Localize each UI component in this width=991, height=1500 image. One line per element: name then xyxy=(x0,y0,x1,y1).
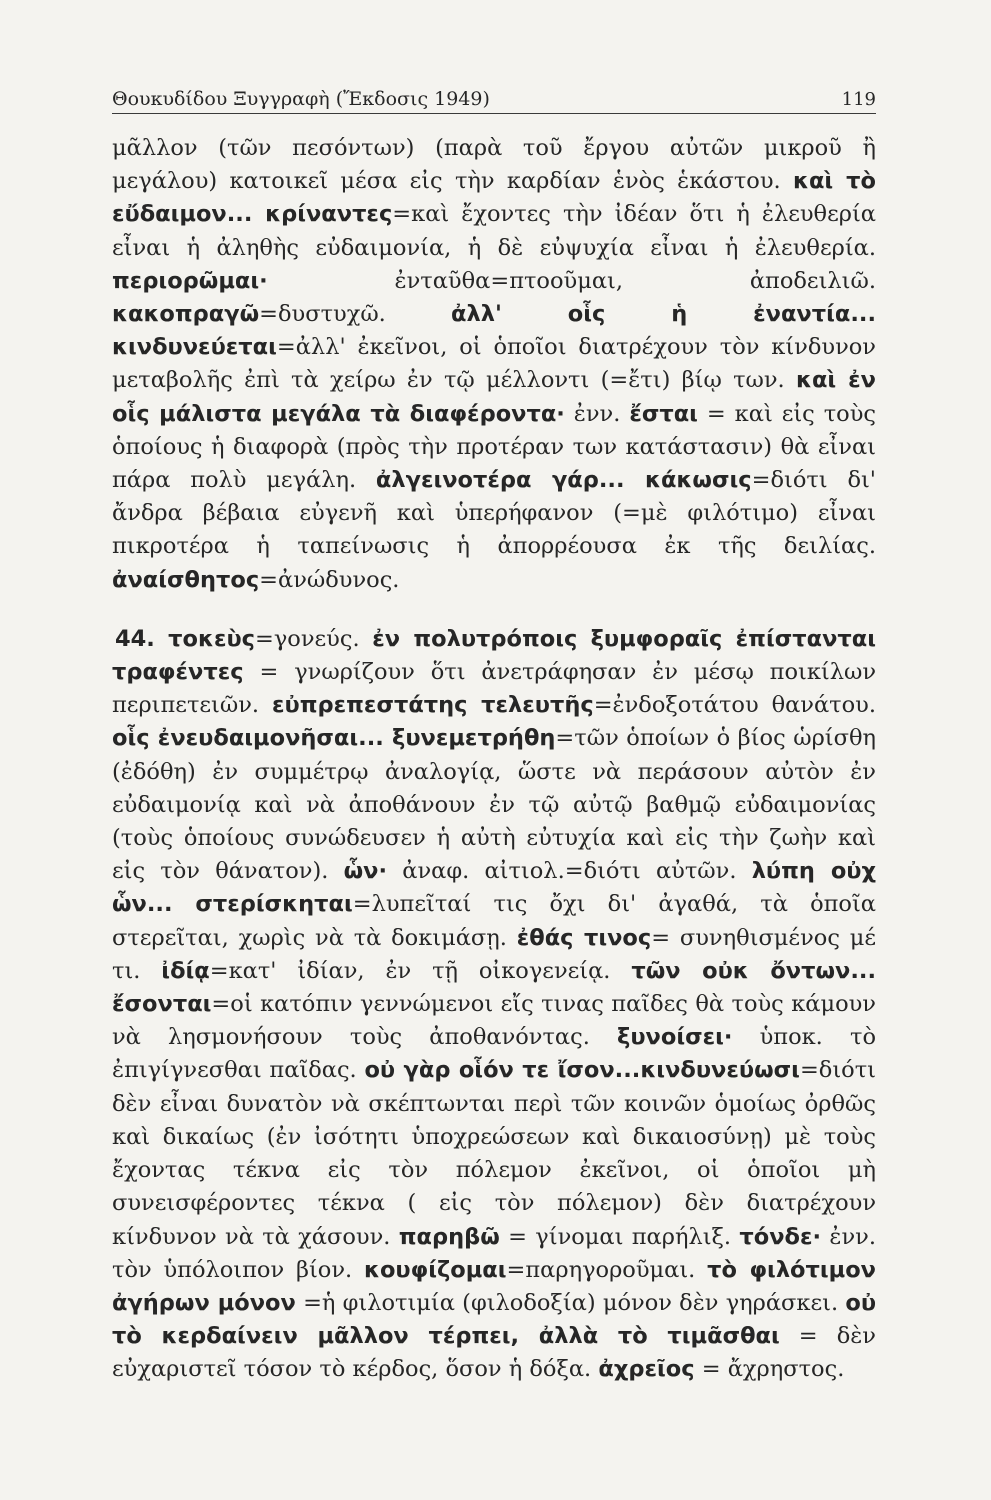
lemma-text: ὧν· xyxy=(343,858,388,885)
lemma-text: περιορῶμαι· xyxy=(112,267,268,294)
lemma-text: ἀλγεινοτέρα γάρ... κάκωσις xyxy=(375,467,752,494)
commentary-paragraph xyxy=(112,132,876,597)
gloss-text: =οἱ κατόπιν γεννώμενοι εἴς τινας παῖδες θὰ τοὺς κάμουν νὰ λησμονήσουν τοὺς ἀποθανόντας. xyxy=(112,991,876,1051)
lemma-text: κουφίζομαι xyxy=(363,1256,507,1283)
gloss-text: = συνηθισμένος μέ τι. xyxy=(112,924,876,984)
gloss-text: =διότι δι' ἄνδρα βέβαια εὐγενῆ καὶ ὑπερήφανον (=μὲ φιλότιμο) εἶναι πικροτέρα ἡ ταπείνωσις ἡ ἀπορρέουσα ἐκ τῆς δειλίας. xyxy=(112,467,876,560)
gloss-text: μᾶλλον (τῶν πεσόντων) (παρὰ τοῦ ἔργου αὐτῶν μικροῦ ἢ μεγάλου) κατοικεῖ μέσα εἰς τὴν καρδίαν ἑνὸς ἑκάστου. xyxy=(112,135,876,195)
gloss-text: =παρηγοροῦμαι. xyxy=(506,1256,708,1283)
lemma-text: κακοπραγῶ xyxy=(112,301,260,328)
lemma-text: καὶ ἐν οἷς μάλιστα μεγάλα τὰ διαφέροντα· xyxy=(112,367,876,427)
section-number: 44. xyxy=(115,625,155,652)
gloss-text: =καὶ ἔχοντες τὴν ἰδέαν ὅτι ἡ ἐλευθερία εἶναι ἡ ἀληθὴς εὐδαιμονία, ἡ δὲ εὐψυχία εἶναι ἡ ἐλευθερία. xyxy=(112,201,876,261)
lemma-text: τοκεὺς xyxy=(154,625,255,652)
gloss-text: = δὲν εὐχαριστεῖ τόσον τὸ κέρδος, ὅσον ἡ δόξα. xyxy=(112,1323,876,1383)
gloss-text: =τῶν ὁποίων ὁ βίος ὡρίσθη (ἐδόθη) ἐν συμμέτρῳ ἀναλογίᾳ, ὥστε νὰ περάσουν αὐτὸν ἐν εὐδαιμονίᾳ καὶ νὰ ἀποθάνουν ἐν τῷ αὐτῷ βαθμῷ εὐδαιμονίας (τοὺς ὁποίους συνώδευσεν ἡ αὐτὴ εὐτυχία καὶ εἰς τὴν ζωὴν καὶ εἰς τὸν θάνατον). xyxy=(112,725,877,885)
gloss-text: =διότι δὲν εἶναι δυνατὸν νὰ σκέπτωνται περὶ τῶν κοινῶν ὁμοίως ὀρθῶς καὶ δικαίως (ἐν ἰσότητι ὑποχρεώσεων καὶ δικαιοσύνῃ) μὲ τοὺς ἔχοντας τέκνα εἰς τὸν πόλεμον ἐκεῖνοι, οἱ ὁποῖοι μὴ συνεισφέροντες τέκνα ( εἰς τὸν πόλεμον) δὲν διατρέχουν κίνδυνον νὰ τὰ χάσουν. xyxy=(112,1057,876,1250)
gloss-text: =κατ' ἰδίαν, ἐν τῇ οἰκογενείᾳ. xyxy=(209,957,632,984)
running-title: Θουκυδίδου Ξυγγραφὴ (Ἔκδοσις 1949) xyxy=(112,88,490,110)
commentary-paragraph xyxy=(112,623,876,1387)
gloss-text: =ἀνώδυνος. xyxy=(259,566,400,593)
running-header xyxy=(112,88,876,114)
lemma-text: οὐ γὰρ οἷόν τε ἴσον...κινδυνεύωσι xyxy=(364,1057,800,1084)
gloss-text: ὑποκ. τὸ ἐπιγίγνεσθαι παῖδας. xyxy=(112,1024,876,1084)
lemma-text: ἐθάς τινος xyxy=(516,924,652,951)
lemma-text: ἀχρεῖος xyxy=(598,1356,695,1383)
gloss-text: ἐνν. τὸν ὑπόλοιπον βίον. xyxy=(112,1223,876,1283)
lemma-text: ξυνοίσει· xyxy=(617,1024,733,1051)
gloss-text: =γονεύς. xyxy=(255,625,373,652)
gloss-text: = γνωρίζουν ὅτι ἀνετράφησαν ἐν μέσῳ ποικίλων περιπετειῶν. xyxy=(112,659,876,719)
lemma-text: οἷς ἐνευδαιμονῆσαι... ξυνεμετρήθη xyxy=(112,725,556,752)
page-number: 119 xyxy=(841,89,876,110)
lemma-text: ἰδίᾳ xyxy=(161,957,210,984)
lemma-text: ἀναίσθητος xyxy=(112,566,260,593)
gloss-text: =λυπεῖταί τις ὄχι δι' ἀγαθά, τὰ ὁποῖα στερεῖται, χωρὶς νὰ τὰ δοκιμάσῃ. xyxy=(112,891,876,951)
lemma-text: καὶ τὸ εὔδαιμον... κρίναντες xyxy=(112,168,876,228)
lemma-text: εὐπρεπεστάτης τελευτῆς xyxy=(271,692,594,719)
gloss-text: =ἐνδοξοτάτου θανάτου. xyxy=(593,692,877,719)
gloss-text: = γίνομαι παρήλιξ. xyxy=(499,1223,740,1250)
gloss-text: =ἀλλ' ἐκεῖνοι, οἱ ὁποῖοι διατρέχουν τὸν κίνδυνον μεταβολῆς ἐπὶ τὰ χείρω ἐν τῷ μέλλοντι (=ἔτι) βίῳ των. xyxy=(112,334,876,394)
lemma-text: ἔσται xyxy=(629,400,698,427)
gloss-text: = καὶ εἰς τοὺς ὁποίους ἡ διαφορὰ (πρὸς τὴν προτέραν των κατάστασιν) θὰ εἶναι πάρα πολὺ μεγάλη. xyxy=(112,400,876,494)
gloss-text: = ἄχρηστος. xyxy=(694,1356,845,1383)
gloss-text: ἐνταῦθα=πτοοῦμαι, ἀποδειλιῶ. xyxy=(267,267,876,294)
lemma-text: ἀλλ' οἷς ἡ ἐναντία... κινδυνεύεται xyxy=(112,301,876,361)
lemma-text: ἐν πολυτρόποις ξυμφοραῖς ἐπίστανται τραφέντες xyxy=(112,625,876,686)
lemma-text: τὸ φιλότιμον ἀγήρων μόνον xyxy=(112,1256,876,1316)
lemma-text: λύπη οὐχ ὧν... στερίσκηται xyxy=(112,858,877,918)
gloss-text: =ἡ φιλοτιμία (φιλοδοξία) μόνον δὲν γηράσκει. xyxy=(295,1289,846,1316)
gloss-text: ἀναφ. αἰτιολ.=διότι αὐτῶν. xyxy=(387,858,752,885)
lemma-text: παρηβῶ xyxy=(398,1223,500,1250)
lemma-text: οὐ τὸ κερδαίνειν μᾶλλον τέρπει, ἀλλὰ τὸ τιμᾶσθαι xyxy=(112,1289,877,1350)
gloss-text: =δυστυχῶ. xyxy=(259,301,452,328)
commentary-body xyxy=(112,132,876,1387)
lemma-text: τῶν οὐκ ὄντων... ἔσονται xyxy=(112,957,876,1018)
lemma-text: τόνδε· xyxy=(739,1223,822,1250)
gloss-text: ἐνν. xyxy=(564,400,630,427)
